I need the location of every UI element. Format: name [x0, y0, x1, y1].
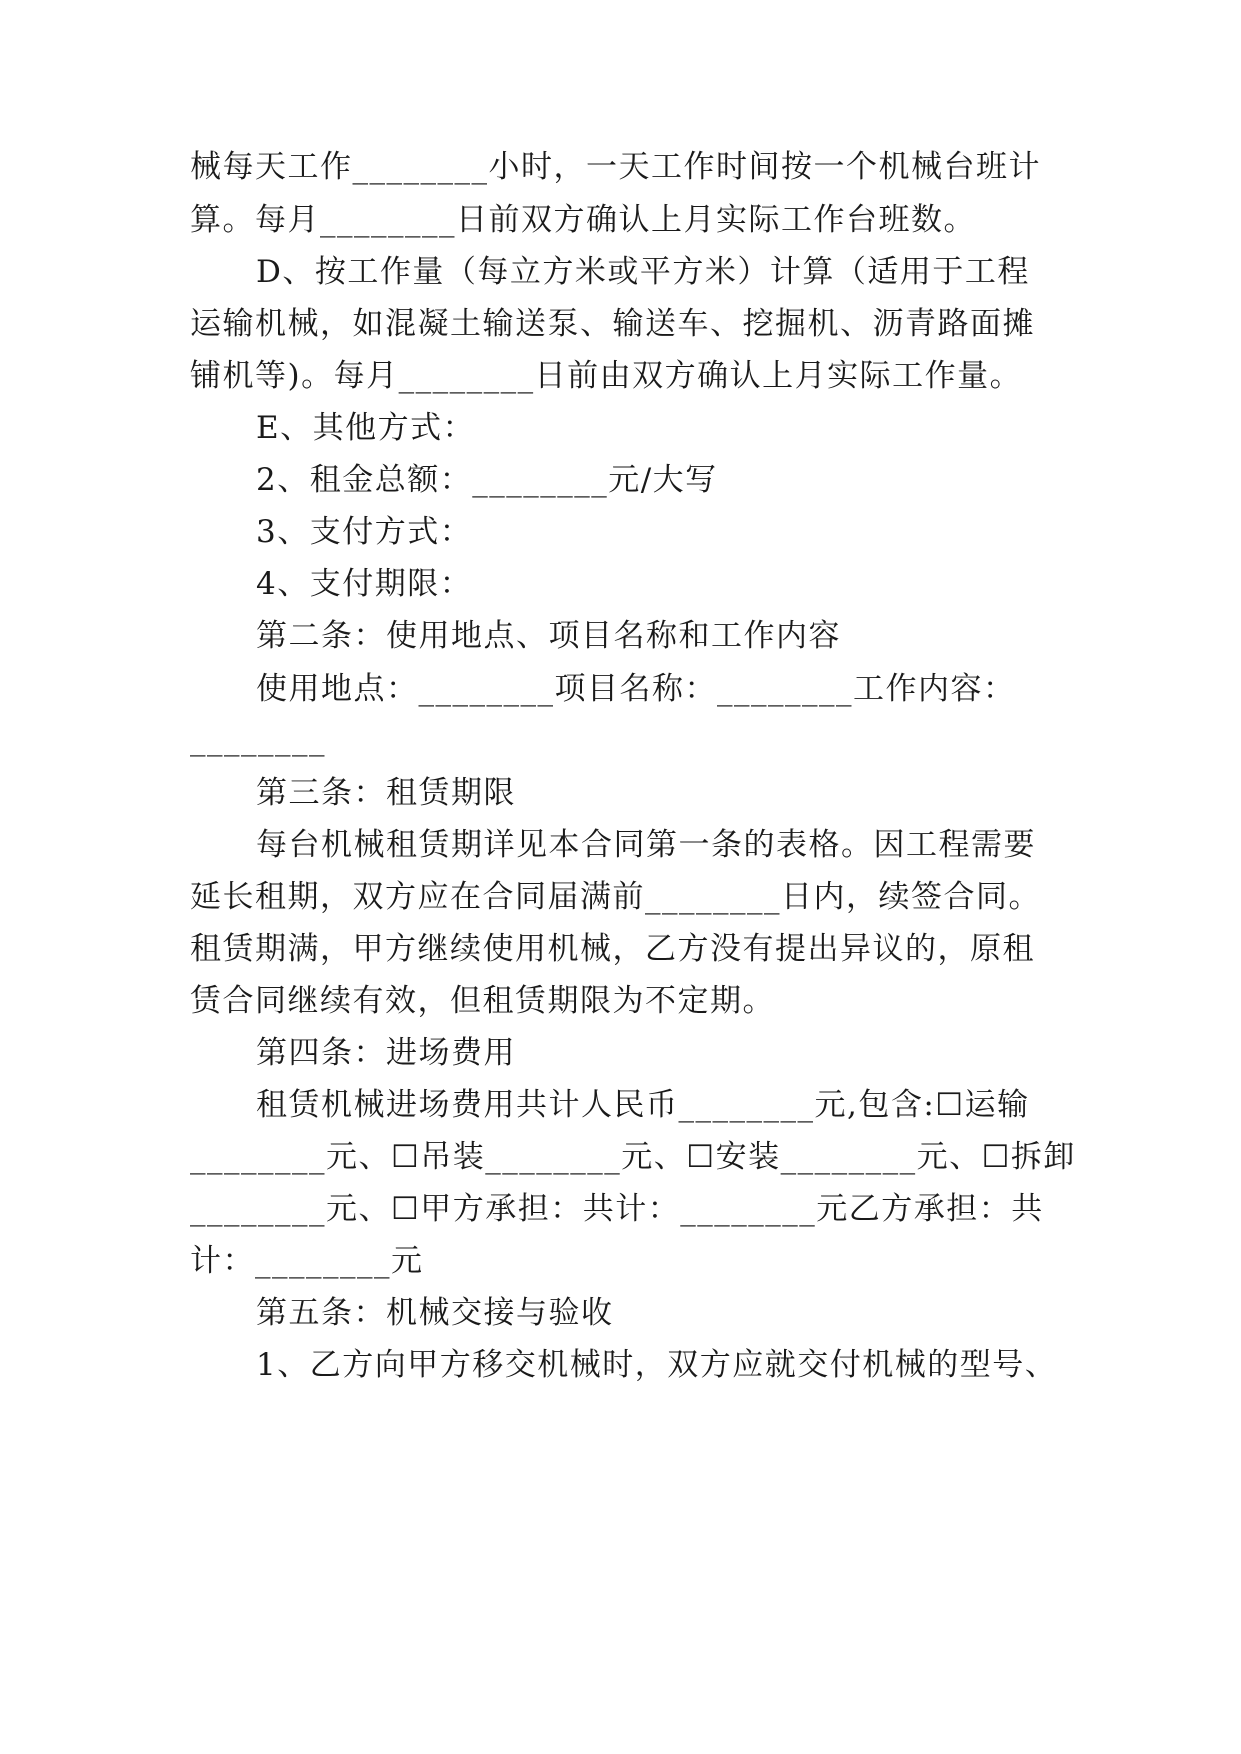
section-heading: 第五条：机械交接与验收 [256, 1295, 614, 1331]
section-heading: 第二条：使用地点、项目名称和工作内容 [256, 618, 841, 654]
text-line: 铺机等)。每月________日前由双方确认上月实际工作量。 [190, 358, 1023, 394]
text-line: 赁合同继续有效，但租赁期限为不定期。 [190, 983, 775, 1019]
text-line: D、按工作量（每立方米或平方米）计算（适用于工程 [256, 254, 1030, 290]
text-line: 1、乙方向甲方移交机械时，双方应就交付机械的型号、 [256, 1347, 1058, 1383]
text-line: 租赁期满，甲方继续使用机械，乙方没有提出异议的，原租 [190, 931, 1035, 967]
text-line: 计：________元 [190, 1243, 424, 1279]
text-line: 械每天工作________小时，一天工作时间按一个机械台班计 [190, 149, 1041, 185]
section-heading: 第四条：进场费用 [256, 1035, 516, 1071]
text-line: 2、租金总额：________元/大写 [256, 462, 718, 498]
text-line: 租赁机械进场费用共计人民币________元,包含:☐运输 [256, 1087, 1030, 1123]
text-line: 每台机械租赁期详见本合同第一条的表格。因工程需要 [256, 827, 1036, 863]
text-line: ________元、☐甲方承担：共计：________元乙方承担：共 [190, 1191, 1044, 1227]
text-line: 3、支付方式： [256, 514, 473, 550]
text-line: 使用地点：________项目名称：________工作内容： [256, 671, 1016, 707]
text-line: 延长租期，双方应在合同届满前________日内，续签合同。 [190, 879, 1041, 915]
text-line: E、其他方式： [256, 410, 476, 446]
text-line: 运输机械，如混凝土输送泵、输送车、挖掘机、沥青路面摊 [190, 306, 1035, 342]
section-heading: 第三条：租赁期限 [256, 775, 516, 811]
text-line: 算。每月________日前双方确认上月实际工作台班数。 [190, 202, 976, 238]
text-line: 4、支付期限： [256, 566, 473, 602]
text-line: ________ [190, 721, 326, 757]
text-line: ________元、☐吊装________元、☐安装________元、☐拆卸 [190, 1139, 1076, 1175]
